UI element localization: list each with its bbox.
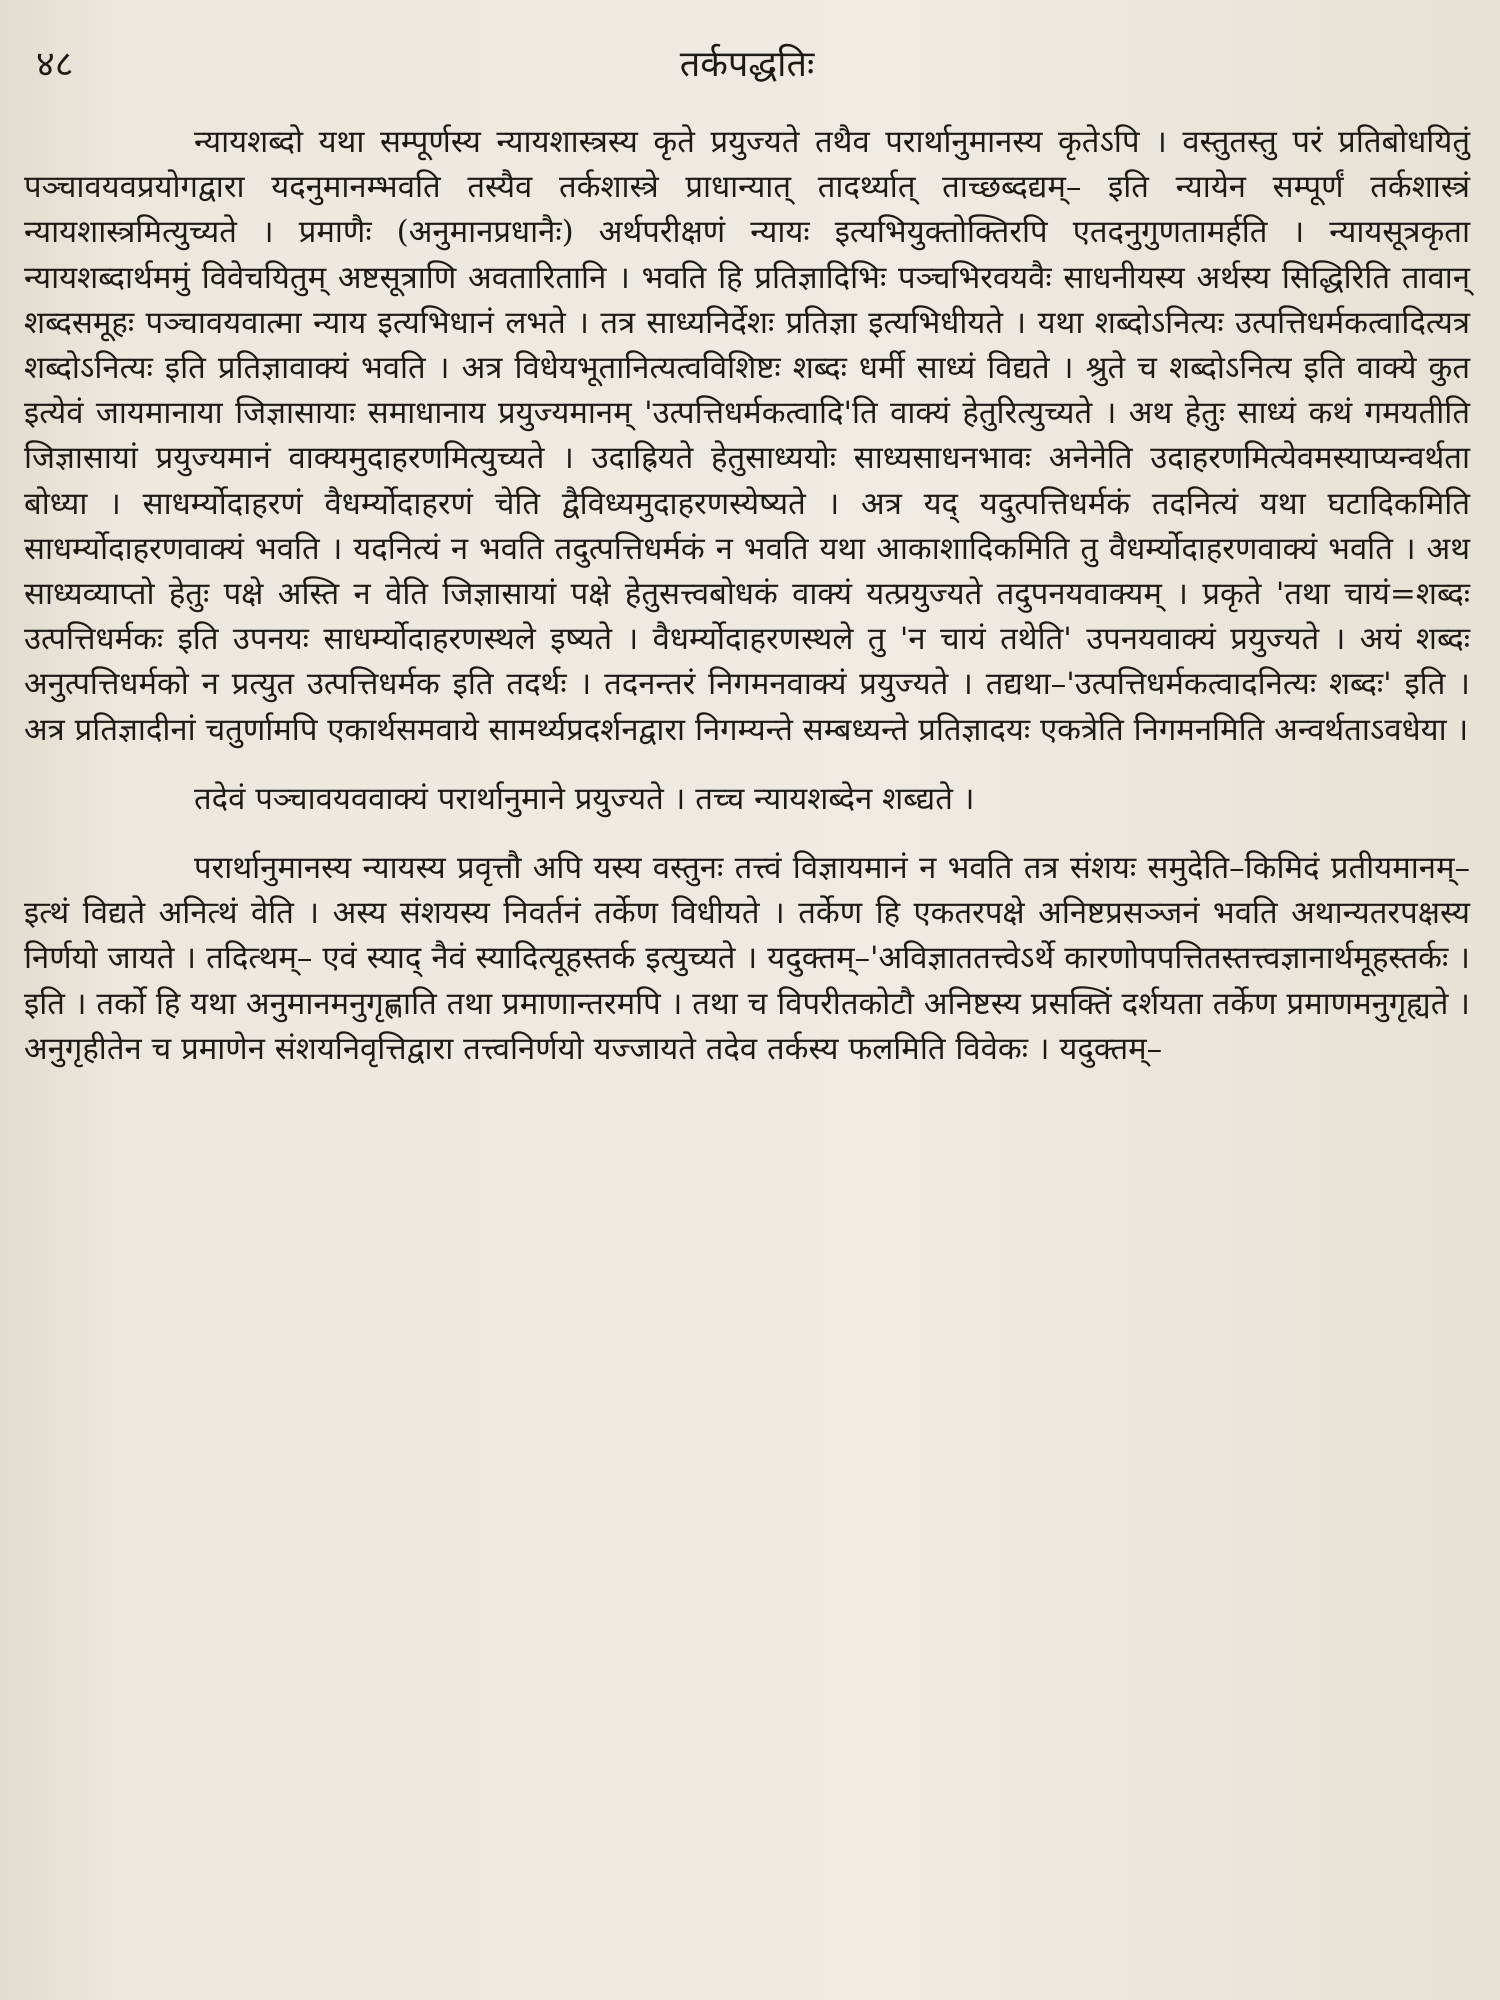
page-number: ४८ (36, 44, 74, 85)
paragraph: परार्थानुमानस्य न्यायस्य प्रवृत्तौ अपि यस्य वस्तुनः तत्त्वं विज्ञायमानं न भवति तत्र संशयः समुदेति–किमिदं प्रतीयमानम्–इत्थं विद्यते अनित्थं वेति । अस्य संशयस्य निवर्तनं तर्केण विधीयते । तर्केण हि एकतरपक्षे अनिष्टप्रसञ्जनं भवति अथान्यतरपक्षस्य निर्णयो जायते । तदित्थम्– एवं स्याद् नैवं स्यादित्यूहस्तर्क इत्युच्यते । यदुक्तम्–'अविज्ञाततत्त्वेऽर्थे कारणोपपत्तितस्तत्त्वज्ञानार्थमूहस्तर्कः । इति । तर्को हि यथा अनुमानमनुगृह्णाति तथा प्रमाणान्तरमपि । तथा च विपरीतकोटौ अनिष्टस्य प्रसक्तिं दर्शयता तर्केण प्रमाणमनुगृह्यते । अनुगृहीतेन च प्रमाणेन संशयनिवृत्तिद्वारा तत्त्वनिर्णयो यज्जायते तदेव तर्कस्य फलमिति विवेकः । यदुक्तम्– (24, 850, 1470, 1067)
running-title: तर्कपद्धतिः (679, 44, 815, 85)
paragraph: तदेवं पञ्चावयववाक्यं परार्थानुमाने प्रयुज्यते । तच्च न्यायशब्देन शब्द्यते । (194, 780, 975, 817)
page-body (24, 120, 1470, 1072)
paragraph: न्यायशब्दो यथा सम्पूर्णस्य न्यायशास्त्रस्य कृते प्रयुज्यते तथैव परार्थानुमानस्य कृतेऽपि । वस्तुतस्तु परं प्रतिबोधयितुं पञ्चावयवप्रयोगद्वारा यदनुमानम्भवति तस्यैव तर्कशास्त्रे प्राधान्यात् तादर्थ्यात् ताच्छब्दद्यम्– इति न्यायेन सम्पूर्णं तर्कशास्त्रं न्यायशास्त्रमित्युच्यते । प्रमाणैः (अनुमानप्रधानैः) अर्थपरीक्षणं न्यायः इत्यभियुक्तोक्तिरपि एतदनुगुणतामर्हति । न्यायसूत्रकृता न्यायशब्दार्थममुं विवेचयितुम् अष्टसूत्राणि अवतारितानि । भवति हि प्रतिज्ञादिभिः पञ्चभिरवयवैः साधनीयस्य अर्थस्य सिद्धिरिति तावान् शब्दसमूहः पञ्चावयवात्मा न्याय इत्यभिधानं लभते । तत्र साध्यनिर्देशः प्रतिज्ञा इत्यभिधीयते । यथा शब्दोऽनित्यः उत्पत्तिधर्मकत्वादित्यत्र शब्दोऽनित्यः इति प्रतिज्ञावाक्यं भवति । अत्र विधेयभूतानित्यत्वविशिष्टः शब्दः धर्मी साध्यं विद्यते । श्रुते च शब्दोऽनित्य इति वाक्ये कुत इत्येवं जायमानाया जिज्ञासायाः समाधानाय प्रयुज्यमानम् 'उत्पत्तिधर्मकत्वादि'ति वाक्यं हेतुरित्युच्यते । अथ हेतुः साध्यं कथं गमयतीति जिज्ञासायां प्रयुज्यमानं वाक्यमुदाहरणमित्युच्यते । उदाह्रियते हेतुसाध्ययोः साध्यसाधनभावः अनेनेति उदाहरणमित्येवमस्याप्यन्वर्थता बोध्या । साधर्म्योदाहरणं वैधर्म्योदाहरणं चेति द्वैविध्यमुदाहरणस्येष्यते । अत्र यद् यदुत्पत्तिधर्मकं तदनित्यं यथा घटादिकमिति साधर्म्योदाहरणवाक्यं भवति । यदनित्यं न भवति तदुत्पत्तिधर्मकं न भवति यथा आकाशादिकमिति तु वैधर्म्योदाहरणवाक्यं भवति । अथ साध्यव्याप्तो हेतुः पक्षे अस्ति न वेति जिज्ञासायां पक्षे हेतुसत्त्वबोधकं वाक्यं यत्प्रयुज्यते तदुपनयवाक्यम् । प्रकृते 'तथा चायं=शब्दः उत्पत्तिधर्मकः इति उपनयः साधर्म्योदाहरणस्थले इष्यते । वैधर्म्योदाहरणस्थले तु 'न चायं तथेति' उपनयवाक्यं प्रयुज्यते । अयं शब्दः अनुत्पत्तिधर्मको न प्रत्युत उत्पत्तिधर्मक इति तदर्थः । तदनन्तरं निगमनवाक्यं प्रयुज्यते । तद्यथा–'उत्पत्तिधर्मकत्वादनित्यः शब्दः' इति । अत्र प्रतिज्ञादीनां चतुर्णामपि एकार्थसमवाये सामर्थ्यप्रदर्शनद्वारा निगम्यन्ते सम्बध्यन्ते प्रतिज्ञादयः एकत्रेति निगमनमिति अन्वर्थताऽवधेया । (24, 124, 1470, 748)
page-header (24, 34, 1470, 96)
